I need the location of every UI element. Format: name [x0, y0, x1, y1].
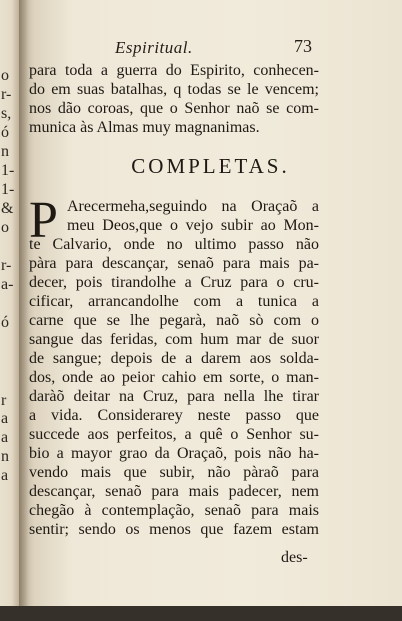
prev-page-char: a	[1, 410, 9, 427]
text-line: a vida. Considerarey neste passo que	[29, 407, 319, 424]
text-line: carne que se lhe pegarà, naõ sò com o	[29, 312, 319, 329]
text-line: de sangue; depois de a darem aos solda-	[29, 350, 319, 367]
book-page	[19, 0, 402, 612]
text-line: te Calvario, onde no ultimo passo não	[29, 236, 319, 253]
text-line: descançar, senaõ para mais padecer, nem	[29, 483, 319, 500]
prev-page-char: r	[1, 392, 7, 409]
text-line: pàra para descançar, senaõ para mais pa-	[29, 255, 319, 272]
running-title: Espiritual.	[115, 38, 193, 57]
section-heading: COMPLETAS.	[131, 154, 290, 178]
text-line: Arecermeha,seguindo na Oraçaõ a	[67, 198, 319, 215]
prev-page-char: a-	[1, 276, 14, 293]
text-line: dos, onde ao peior cahio em sorte, o man-	[29, 369, 319, 386]
text-line: sangue das feridas, com hum mar de suor	[29, 331, 319, 348]
previous-page-edge	[0, 0, 19, 606]
running-head	[19, 38, 402, 60]
drop-cap: P	[29, 192, 58, 249]
text-line: para toda a guerra do Espirito, conhecen-	[29, 62, 319, 79]
prev-page-char: r-	[1, 86, 12, 103]
text-line: munica às Almas muy magnanimas.	[29, 119, 260, 136]
text-line: nos dão coroas, que o Senhor naõ se com-	[29, 100, 319, 117]
prev-page-char: 1-	[1, 181, 15, 198]
text-line: succede aos perfeitos, a quê o Senhor su-	[29, 426, 319, 443]
text-line: chegão à contemplação, senaõ para mais	[29, 502, 319, 519]
page-number: 73	[294, 36, 312, 56]
catchword: des-	[281, 549, 308, 566]
prev-page-char: ó	[1, 124, 9, 141]
prev-page-char: s,	[1, 105, 12, 122]
text-line: cificar, arrancandolhe com a tunica a	[29, 293, 319, 310]
prev-page-char: a	[1, 467, 9, 484]
prev-page-char: n	[1, 143, 9, 160]
prev-page-char: ó	[1, 314, 9, 331]
prev-page-char: n	[1, 448, 9, 465]
bottom-edge	[0, 606, 402, 621]
text-line: decer, pois tirandolhe a Cruz para o cru-	[29, 274, 319, 291]
text-line: do em suas batalhas, q todas se le vencem;	[29, 81, 319, 98]
prev-page-char: &	[1, 200, 14, 217]
gutter-shadow	[19, 0, 29, 612]
prev-page-char: o	[1, 219, 9, 236]
prev-page-char: a	[1, 429, 9, 446]
text-line: meu Deos,que o vejo subir ao Mon-	[67, 217, 319, 234]
prev-page-char: o	[1, 67, 9, 84]
text-line: daràõ deitar na Cruz, para nella lhe tirar	[29, 388, 319, 405]
text-line: bio a mayor grao da Oraçaõ, pois não ha-	[29, 445, 319, 462]
text-line: vendo mais que subir, não pàraõ para	[29, 464, 319, 481]
prev-page-char: 1-	[1, 162, 15, 179]
text-line: sentir; sendo os menos que fazem estam	[29, 521, 319, 538]
prev-page-char: r-	[1, 257, 12, 274]
